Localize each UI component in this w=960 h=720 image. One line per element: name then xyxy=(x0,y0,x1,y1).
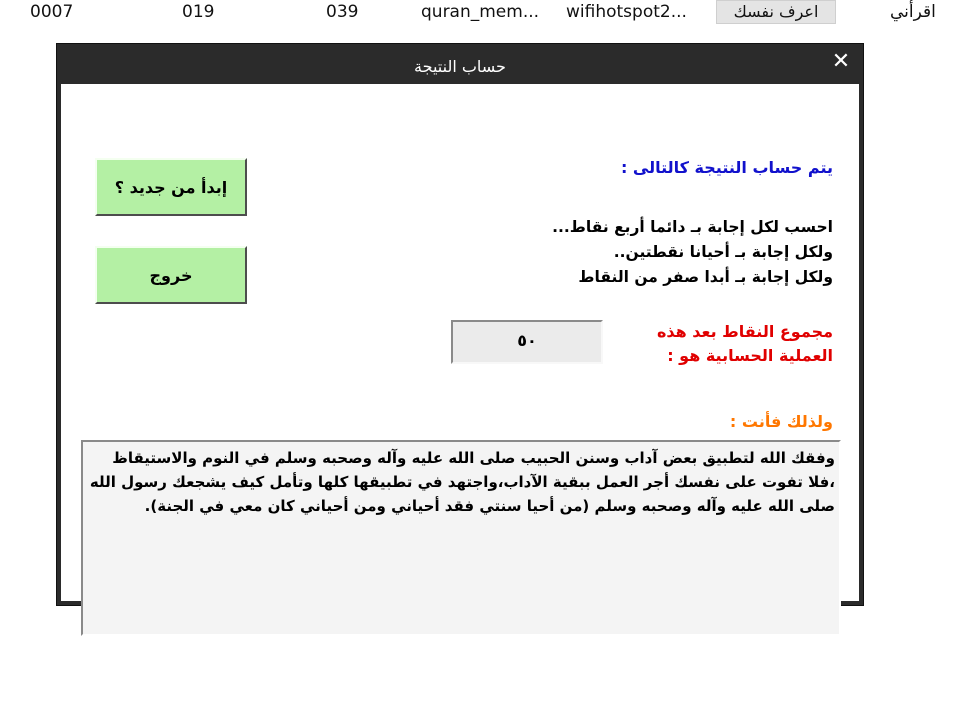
calculation-heading: يتم حساب النتيجة كالتالى : xyxy=(620,158,833,177)
total-points-label-line2: العملية الحسابية هو : xyxy=(667,346,833,365)
total-points-label xyxy=(583,320,833,368)
top-item-read-me[interactable]: اقرأني xyxy=(890,2,936,22)
result-message-text: وفقك الله لتطبيق بعض آداب وسنن الحبيب صلى الله عليه وآله وصحبه وسلم في النوم والاستيقاظ ،فلا تفوت على نفسك أجر العمل ببقية الآداب،واجتهد في تطبيقها كلها وتأمل كيف يشجعك رسول الله صلى الله عليه وآله وصحبه وسلم (من أحيا سنتي فقد أحياني ومن أحياني كان معي في الجنة). xyxy=(89,449,835,515)
result-message-box[interactable] xyxy=(81,440,841,636)
score-field[interactable]: ٥٠ xyxy=(451,320,603,364)
rule-line-sometimes: ولكل إجابة بـ أحيانا نقطتين.. xyxy=(613,243,833,261)
top-bar xyxy=(0,0,960,28)
tab-know-yourself[interactable]: اعرف نفسك xyxy=(716,0,836,24)
therefore-label: ولذلك فأنت : xyxy=(729,412,833,431)
rule-line-never: ولكل إجابة بـ أبدا صفر من النقاط xyxy=(578,268,833,286)
total-points-label-line1: مجموع النقاط بعد هذه xyxy=(656,322,833,341)
dialog-titlebar[interactable] xyxy=(57,44,863,82)
exit-button[interactable]: خروج xyxy=(95,246,247,304)
top-item-4[interactable]: quran_mem... xyxy=(421,2,540,22)
rule-line-always: احسب لكل إجابة بـ دائما أربع نقاط... xyxy=(552,218,833,236)
top-item-2[interactable]: 019 xyxy=(182,2,215,22)
top-item-1[interactable]: 0007 xyxy=(30,2,74,22)
top-item-5[interactable]: wifihotspot2... xyxy=(566,2,687,22)
result-dialog xyxy=(56,43,864,606)
dialog-client-area xyxy=(61,84,859,601)
close-icon[interactable]: ✕ xyxy=(831,49,851,74)
top-item-3[interactable]: 039 xyxy=(326,2,359,22)
dialog-title: حساب النتيجة xyxy=(414,57,506,76)
restart-button[interactable]: إبدأ من جديد ؟ xyxy=(95,158,247,216)
rules-text xyxy=(473,215,833,290)
